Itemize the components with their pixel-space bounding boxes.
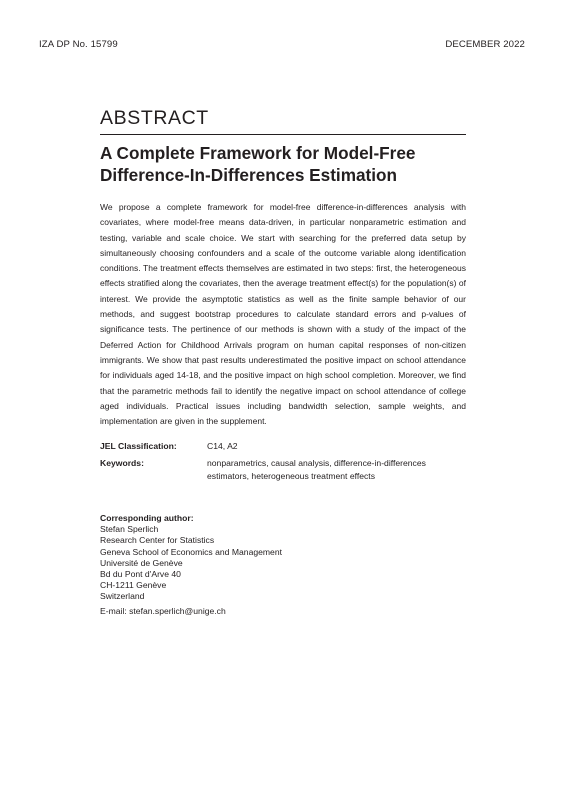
jel-label: JEL Classification: — [100, 441, 177, 451]
abstract-body: We propose a complete framework for model-free difference-in-differences analysis with covariates, where model-free means data-driven, in particular nonparametric estimation and testing, variable and scale choice. We start with searching for the preferred data setup by simultaneously choosing confounders and a scale of the outcome variable along identification conditions. The treatment effects themselves are estimated in two steps: first, the heterogeneous effects stratified along the covariates, then the average treatment effect(s) for the population(s) of interest. We provide the asymptotic statistics as well as the finite sample behavior of our methods, and suggest bootstrap procedures to calculate standard errors and p-values of significance tests. The pertinence of our methods is shown with a study of the impact of the Deferred Action for Childhood Arrivals program on human capital responses of non-citizen immigrants. We show that past results underestimated the positive impact on school attendance for individuals aged 14-18, and the positive impact on high school completion. Moreover, we find that the parametric methods fail to identify the negative impact on school attendance of college aged individuals. Practical issues including bandwidth selection, sample weights, and implementation are given in the supplement. — [100, 202, 466, 427]
author-address-city: CH-1211 Genève — [100, 580, 167, 591]
author-email[interactable]: E-mail: stefan.sperlich@unige.ch — [100, 606, 226, 616]
author-address-street: Bd du Pont d'Arve 40 — [100, 569, 181, 580]
publication-date: DECEMBER 2022 — [445, 39, 525, 50]
author-address-country: Switzerland — [100, 591, 145, 602]
paper-number: IZA DP No. 15799 — [39, 39, 118, 50]
paper-title: A Complete Framework for Model-Free Difference-In-Differences Estimation — [100, 143, 416, 185]
corresponding-author-heading: Corresponding author: — [100, 513, 194, 523]
author-affiliation-center: Research Center for Statistics — [100, 535, 215, 546]
corresponding-author-block — [100, 513, 400, 603]
abstract-heading: ABSTRACT — [100, 107, 209, 129]
heading-rule — [100, 134, 466, 135]
author-affiliation-school: Geneva School of Economics and Management — [100, 546, 283, 557]
keywords-value: nonparametrics, causal analysis, difference-in-differences estimators, heterogeneous treatment effects — [207, 458, 426, 482]
keywords-label: Keywords: — [100, 458, 144, 468]
author-affiliation-university: Université de Genève — [100, 557, 183, 568]
author-name: Stefan Sperlich — [100, 524, 159, 535]
jel-value: C14, A2 — [207, 441, 238, 451]
